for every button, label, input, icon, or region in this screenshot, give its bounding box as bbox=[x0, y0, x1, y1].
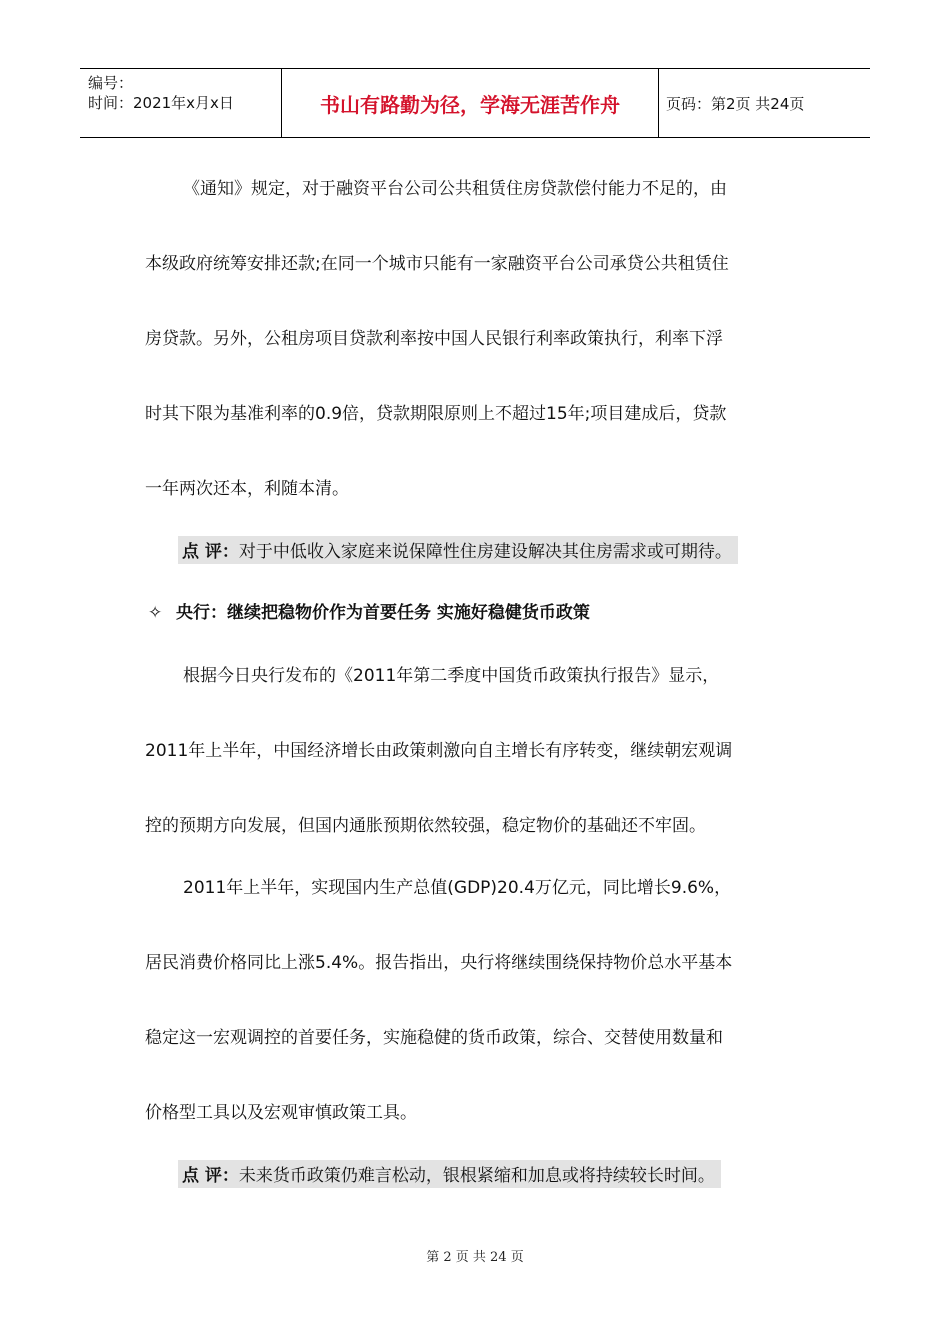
diamond-sparkle-icon: ✧ bbox=[148, 603, 163, 623]
comment-label: 点 评： bbox=[182, 542, 239, 562]
paragraph-line: 一年两次还本，利随本清。 bbox=[145, 479, 349, 499]
paragraph-line: 根据今日央行发布的《2011年第二季度中国货币政策执行报告》显示， bbox=[183, 666, 720, 686]
page-footer: 第 2 页 共 24 页 bbox=[426, 1250, 524, 1265]
paragraph-line: 《通知》规定，对于融资平台公司公共租赁住房贷款偿付能力不足的，由 bbox=[183, 179, 727, 199]
paragraph-line: 本级政府统筹安排还款;在同一个城市只能有一家融资平台公司承贷公共租赁住 bbox=[145, 254, 729, 274]
comment-box bbox=[178, 1160, 721, 1188]
comment-label: 点 评： bbox=[182, 1166, 239, 1186]
paragraph-line: 稳定这一宏观调控的首要任务，实施稳健的货币政策，综合、交替使用数量和 bbox=[145, 1028, 723, 1048]
paragraph-line: 时其下限为基准利率的0.9倍，贷款期限原则上不超过15年;项目建成后，贷款 bbox=[145, 404, 727, 424]
header-meta bbox=[88, 73, 234, 113]
paragraph-line: 2011年上半年，实现国内生产总值(GDP)20.4万亿元，同比增长9.6%， bbox=[183, 878, 732, 898]
paragraph-line: 2011年上半年，中国经济增长由政策刺激向自主增长有序转变，继续朝宏观调 bbox=[145, 741, 733, 761]
header-motto: 书山有路勤为径，学海无涯苦作舟 bbox=[320, 93, 620, 117]
page-header bbox=[80, 68, 870, 138]
header-date: 时间：2021年x月x日 bbox=[88, 94, 234, 112]
comment-text: 对于中低收入家庭来说保障性住房建设解决其住房需求或可期待。 bbox=[238, 542, 732, 562]
paragraph-line: 价格型工具以及宏观审慎政策工具。 bbox=[145, 1103, 417, 1123]
comment-box bbox=[178, 536, 738, 564]
header-number: 编号： bbox=[88, 74, 134, 92]
section-heading bbox=[148, 598, 590, 623]
paragraph-line: 房贷款。另外，公租房项目贷款利率按中国人民银行利率政策执行，利率下浮 bbox=[145, 329, 723, 349]
section-title: 央行：继续把稳物价作为首要任务 实施好稳健货币政策 bbox=[176, 603, 590, 623]
header-page-info: 页码：第2页 共24页 bbox=[666, 95, 805, 113]
header-divider bbox=[658, 69, 659, 137]
paragraph-line: 控的预期方向发展，但国内通胀预期依然较强，稳定物价的基础还不牢固。 bbox=[145, 816, 706, 836]
comment-text: 未来货币政策仍难言松动，银根紧缩和加息或将持续较长时间。 bbox=[238, 1166, 715, 1186]
paragraph-line: 居民消费价格同比上涨5.4%。报告指出，央行将继续围绕保持物价总水平基本 bbox=[145, 953, 733, 973]
